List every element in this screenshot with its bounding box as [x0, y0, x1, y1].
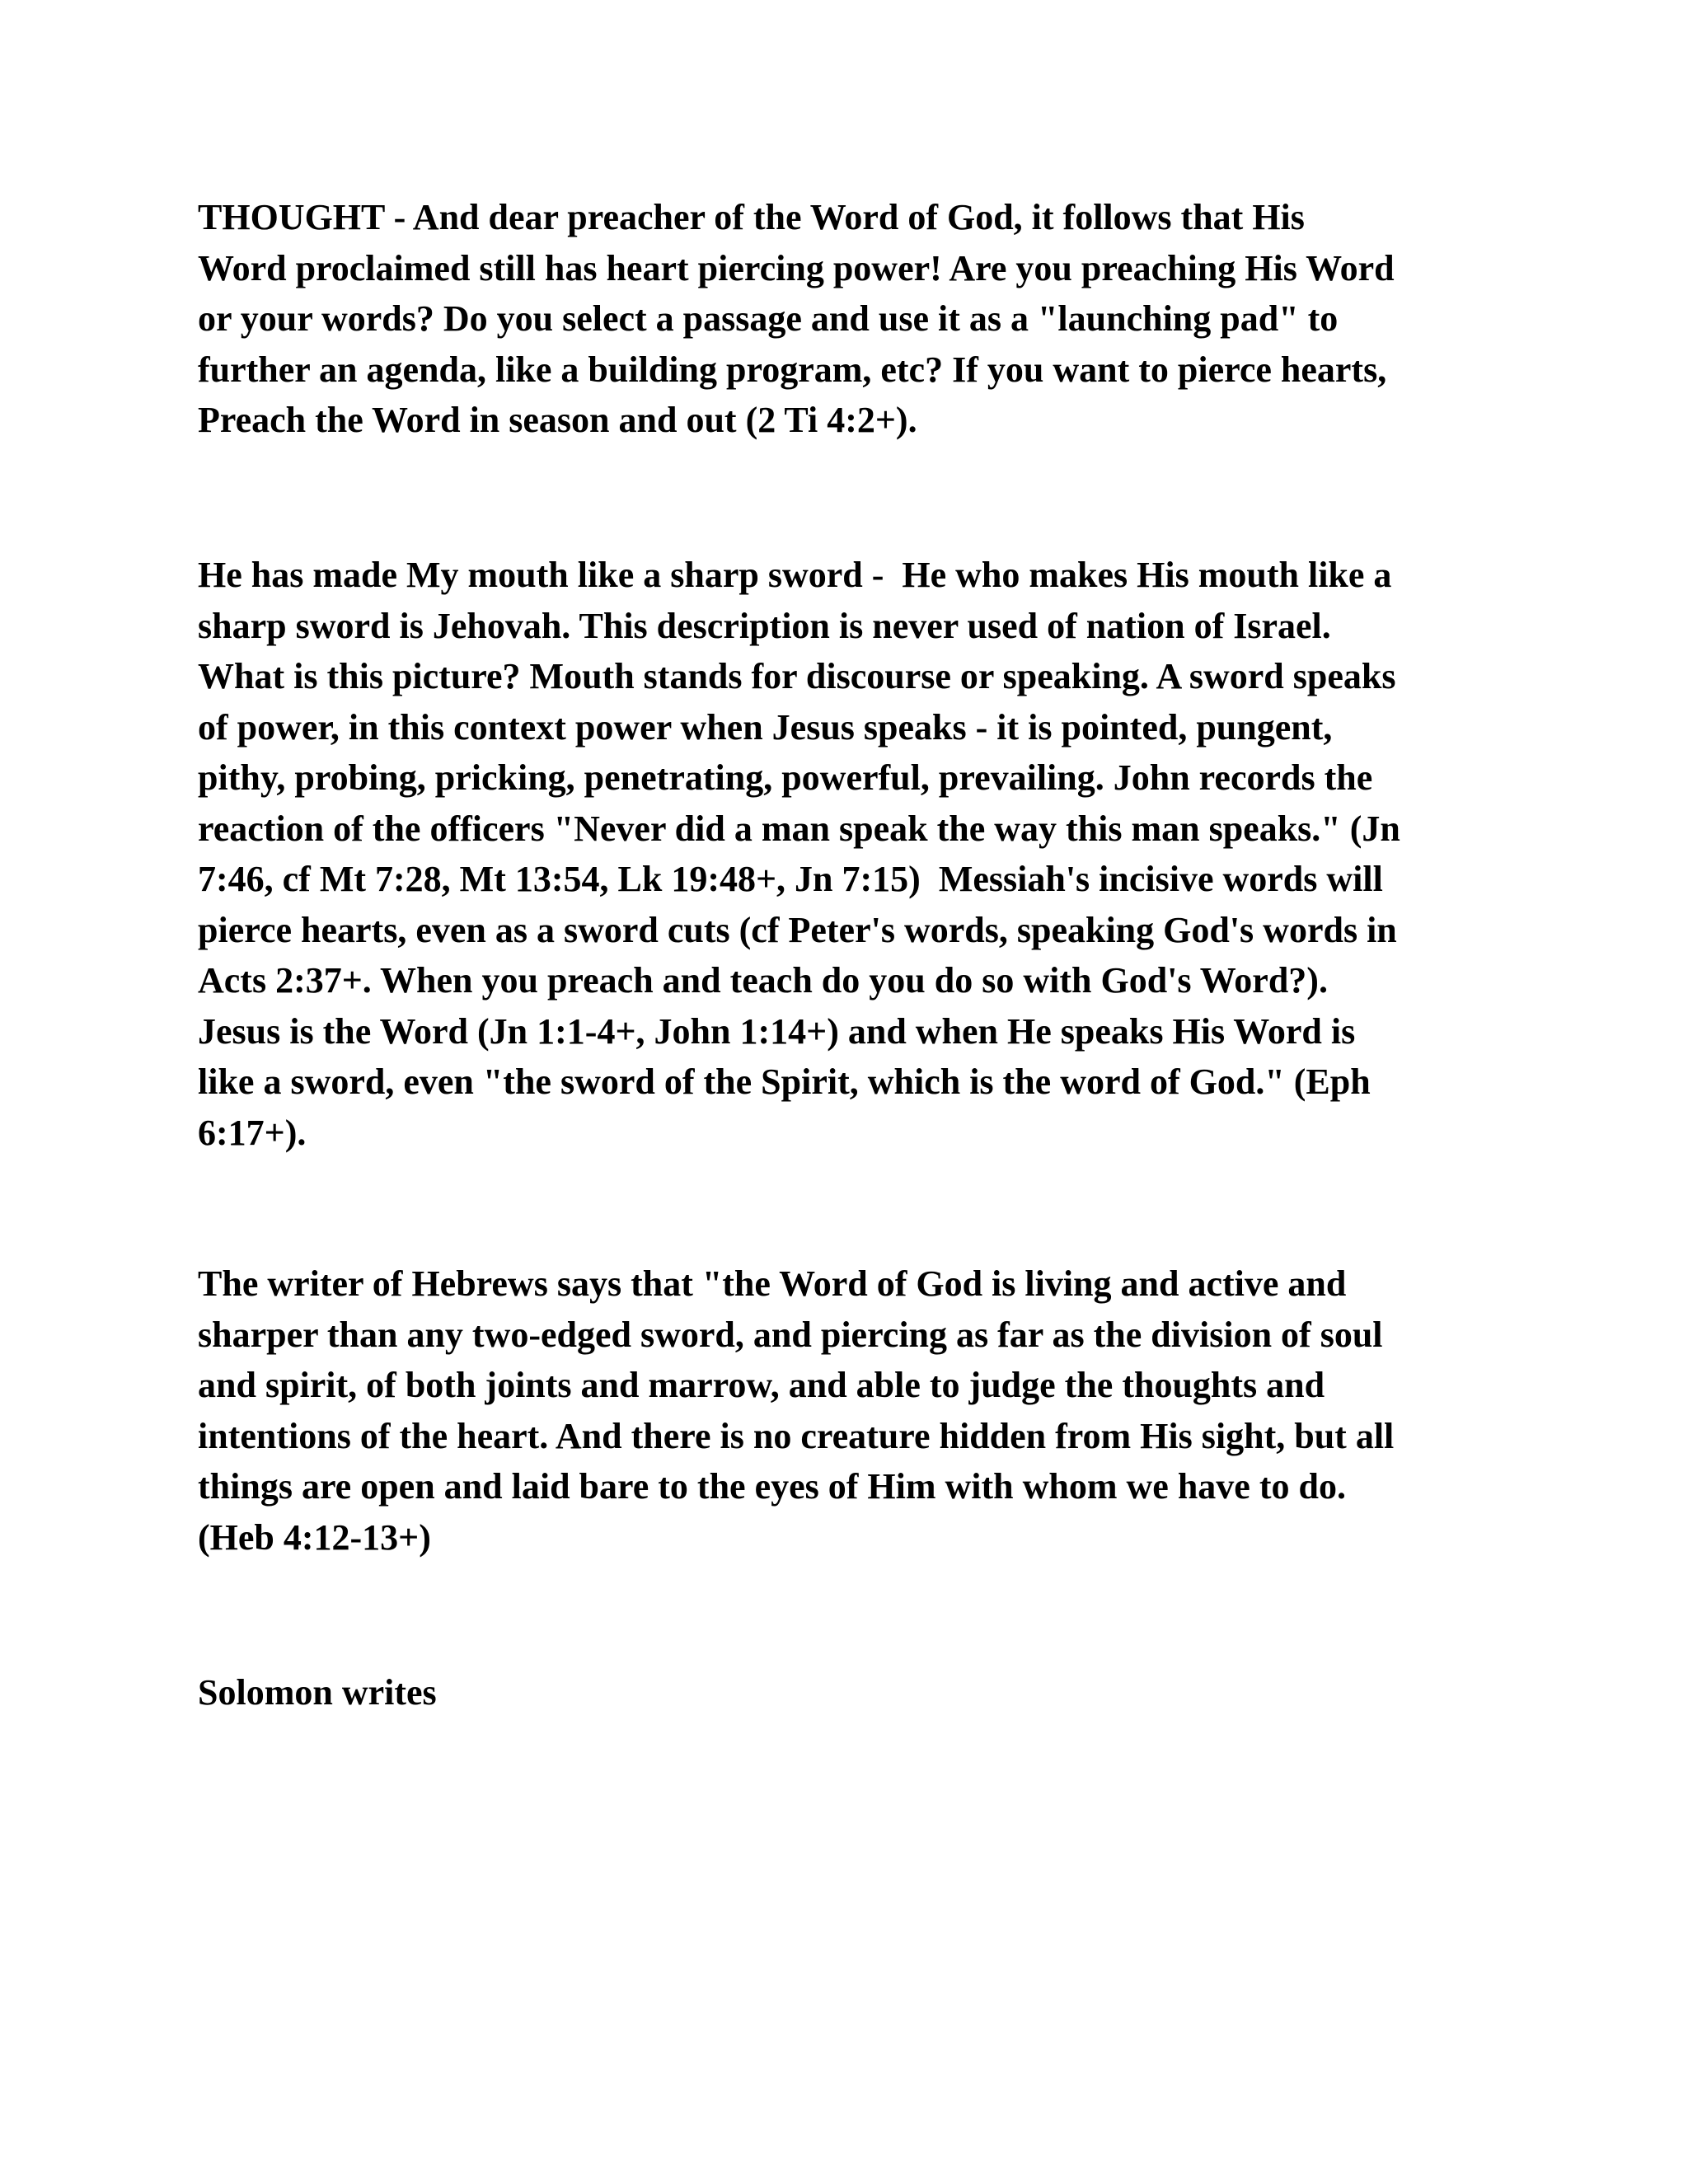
text-line: 7:46, cf Mt 7:28, Mt 13:54, Lk 19:48+, Jn 7:15) Messiah's incisive words will: [198, 859, 1383, 899]
text-line: intentions of the heart. And there is no creature hidden from His sight, but all: [198, 1415, 1395, 1456]
paragraph-hebrews: [198, 1258, 1484, 1563]
text-line: He has made My mouth like a sharp sword - He who makes His mouth like a: [198, 555, 1392, 595]
text-line: (Heb 4:12-13+): [198, 1516, 431, 1558]
text-line: of power, in this context power when Jesus speaks - it is pointed, pungent,: [198, 706, 1333, 748]
text-line: like a sword, even "the sword of the Spirit, which is the word of God." (Eph: [198, 1062, 1371, 1102]
text-line: sharp sword is Jehovah. This description is never used of nation of Israel.: [198, 605, 1331, 646]
text-line: pierce hearts, even as a sword cuts (cf Peter's words, speaking God's words in: [198, 909, 1397, 950]
text-line: or your words? Do you select a passage and use it as a "launching pad" to: [198, 298, 1339, 339]
text-line: Preach the Word in season and out (2 Ti 4:2+).: [198, 400, 917, 440]
text-line: Jesus is the Word (Jn 1:1-4+, John 1:14+) and when He speaks His Word is: [198, 1010, 1356, 1052]
text-line: sharper than any two-edged sword, and piercing as far as the division of soul: [198, 1314, 1383, 1355]
text-line: further an agenda, like a building program, etc? If you want to pierce hearts,: [198, 349, 1387, 390]
text-line: reaction of the officers "Never did a man speak the way this man speaks." (Jn: [198, 808, 1400, 849]
text-line: THOUGHT - And dear preacher of the Word of God, it follows that His: [198, 197, 1305, 237]
paragraph-sharp-sword: [198, 550, 1484, 1158]
paragraph-solomon: [198, 1667, 1484, 1718]
text-line: things are open and laid bare to the eyes of Him with whom we have to do.: [198, 1466, 1346, 1507]
text-line: and spirit, of both joints and marrow, and able to judge the thoughts and: [198, 1365, 1325, 1405]
text-line: 6:17+).: [198, 1112, 307, 1153]
paragraph-thought: [198, 192, 1484, 446]
text-line: What is this picture? Mouth stands for discourse or speaking. A sword speaks: [198, 656, 1396, 696]
text-line: The writer of Hebrews says that "the Word of God is living and active and: [198, 1263, 1347, 1304]
text-line: Word proclaimed still has heart piercing power! Are you preaching His Word: [198, 247, 1395, 288]
text-line: Solomon writes: [198, 1672, 437, 1713]
text-line: Acts 2:37+. When you preach and teach do you do so with God's Word?).: [198, 960, 1328, 1001]
text-line: pithy, probing, pricking, penetrating, powerful, prevailing. John records the: [198, 757, 1373, 798]
